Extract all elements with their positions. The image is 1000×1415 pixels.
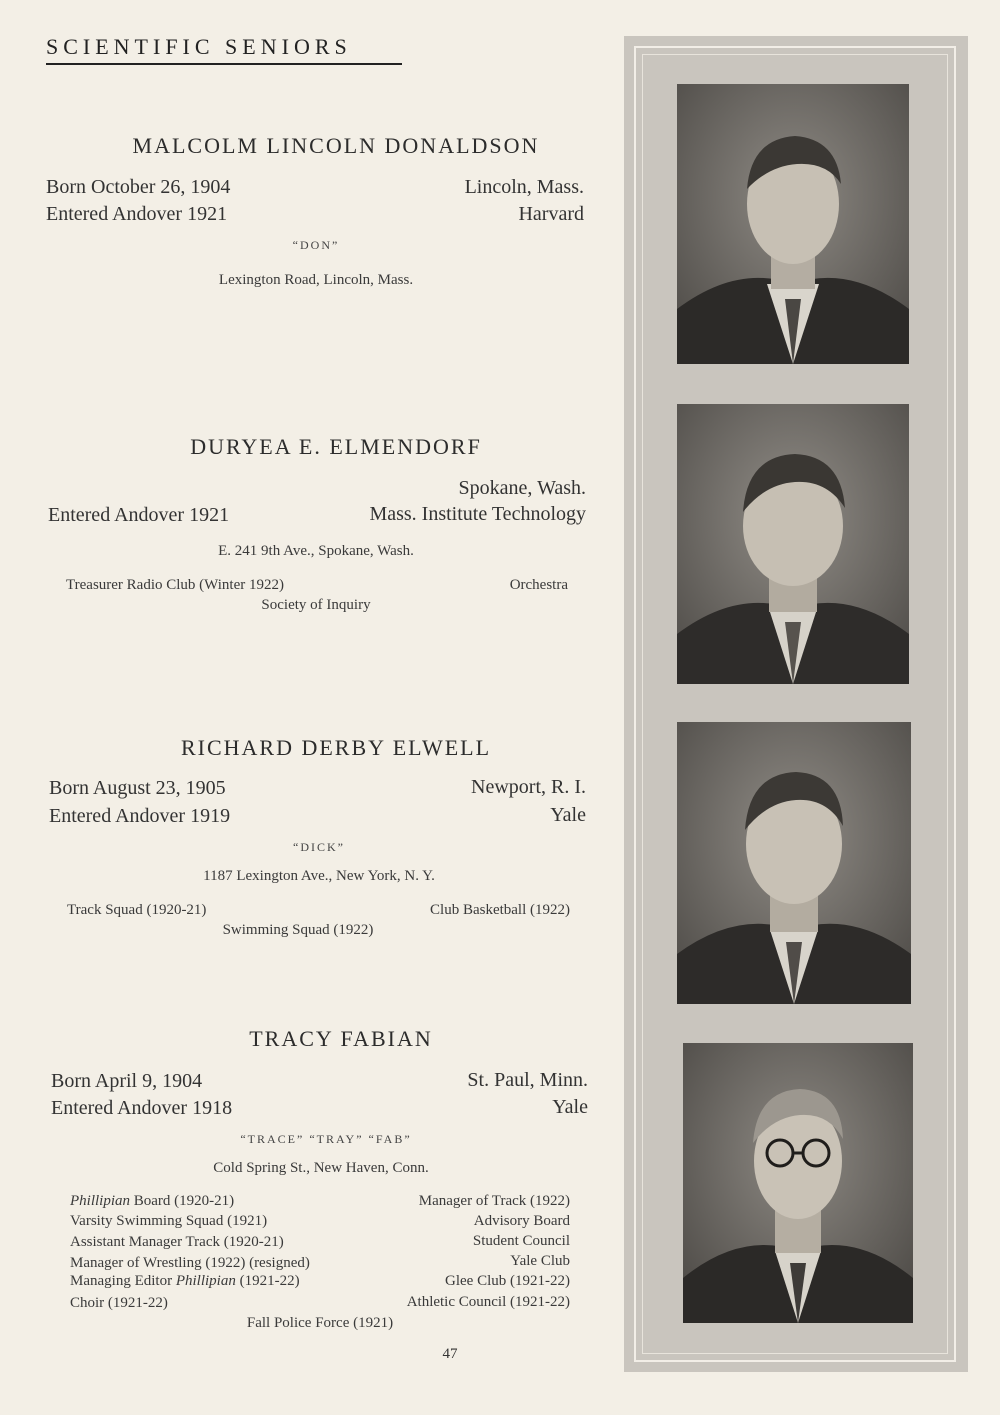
college: Yale [552, 1096, 588, 1118]
activity: Swimming Squad (1922) [222, 922, 374, 938]
activity: Glee Club (1921-22) [445, 1273, 570, 1289]
activity: Treasurer Radio Club (Winter 1922) [66, 577, 284, 593]
hometown: Spokane, Wash. [458, 477, 586, 499]
activity-detail: (1921-22) [235, 1273, 300, 1289]
activity [70, 1273, 300, 1290]
entered-year: Entered Andover 1921 [46, 203, 228, 225]
activity: Athletic Council (1921-22) [406, 1294, 570, 1310]
hometown: St. Paul, Minn. [467, 1069, 588, 1091]
header-underline [46, 63, 402, 65]
activity-detail: Managing Editor [70, 1273, 176, 1289]
activity: Orchestra [509, 577, 568, 593]
activity: Manager of Track (1922) [418, 1193, 570, 1209]
portrait-image [677, 722, 911, 1004]
activity: Club Basketball (1922) [430, 902, 570, 918]
page-number: 47 [442, 1346, 458, 1362]
birth-date: Born April 9, 1904 [51, 1070, 203, 1092]
activity: Yale Club [510, 1253, 570, 1269]
college: Yale [550, 804, 586, 826]
senior-name: RICHARD DERBY ELWELL [180, 735, 492, 760]
activity: Society of Inquiry [261, 597, 371, 613]
activity: Fall Police Force (1921) [246, 1315, 394, 1331]
hometown: Newport, R. I. [471, 776, 586, 798]
birth-date: Born October 26, 1904 [46, 176, 231, 198]
entered-year: Entered Andover 1921 [48, 504, 230, 526]
senior-name: DURYEA E. ELMENDORF [190, 434, 482, 459]
nicknames: “TRACE” “TRAY” “FAB” [240, 1132, 412, 1146]
portrait-photo-elwell [677, 722, 911, 1004]
address: E. 241 9th Ave., Spokane, Wash. [218, 543, 414, 559]
birth-date: Born August 23, 1905 [49, 777, 226, 799]
activity: Student Council [472, 1233, 570, 1249]
portrait-photo-fabian [683, 1043, 913, 1323]
activity: Advisory Board [473, 1213, 570, 1229]
nickname: “DON” [292, 238, 340, 252]
activity: Varsity Swimming Squad (1921) [70, 1213, 268, 1229]
activity: Choir (1921-22) [70, 1295, 168, 1311]
activity-detail: Board (1920-21) [130, 1193, 235, 1209]
publication-name: Phillipian [175, 1273, 236, 1289]
college: Mass. Institute Technology [369, 503, 586, 525]
entered-year: Entered Andover 1919 [49, 805, 231, 827]
senior-name: TRACY FABIAN [249, 1026, 433, 1051]
page-header-title: SCIENTIFIC SENIORS [46, 34, 352, 59]
nickname: “DICK” [293, 840, 345, 854]
portrait-photo-donaldson [677, 84, 909, 364]
activity [70, 1193, 234, 1210]
senior-name: MALCOLM LINCOLN DONALDSON [132, 133, 540, 158]
portrait-image [677, 84, 909, 364]
activity: Manager of Wrestling (1922) (resigned) [70, 1255, 310, 1271]
college: Harvard [518, 203, 584, 225]
hometown: Lincoln, Mass. [464, 176, 584, 198]
address: 1187 Lexington Ave., New York, N. Y. [203, 868, 435, 884]
portrait-photo-elmendorf [677, 404, 909, 684]
entered-year: Entered Andover 1918 [51, 1097, 233, 1119]
activity: Track Squad (1920-21) [67, 902, 207, 918]
publication-name: Phillipian [70, 1193, 130, 1209]
address: Lexington Road, Lincoln, Mass. [218, 272, 414, 288]
activity: Assistant Manager Track (1920-21) [70, 1234, 284, 1250]
address: Cold Spring St., New Haven, Conn. [213, 1160, 429, 1176]
portrait-image [677, 404, 909, 684]
portrait-image [683, 1043, 913, 1323]
